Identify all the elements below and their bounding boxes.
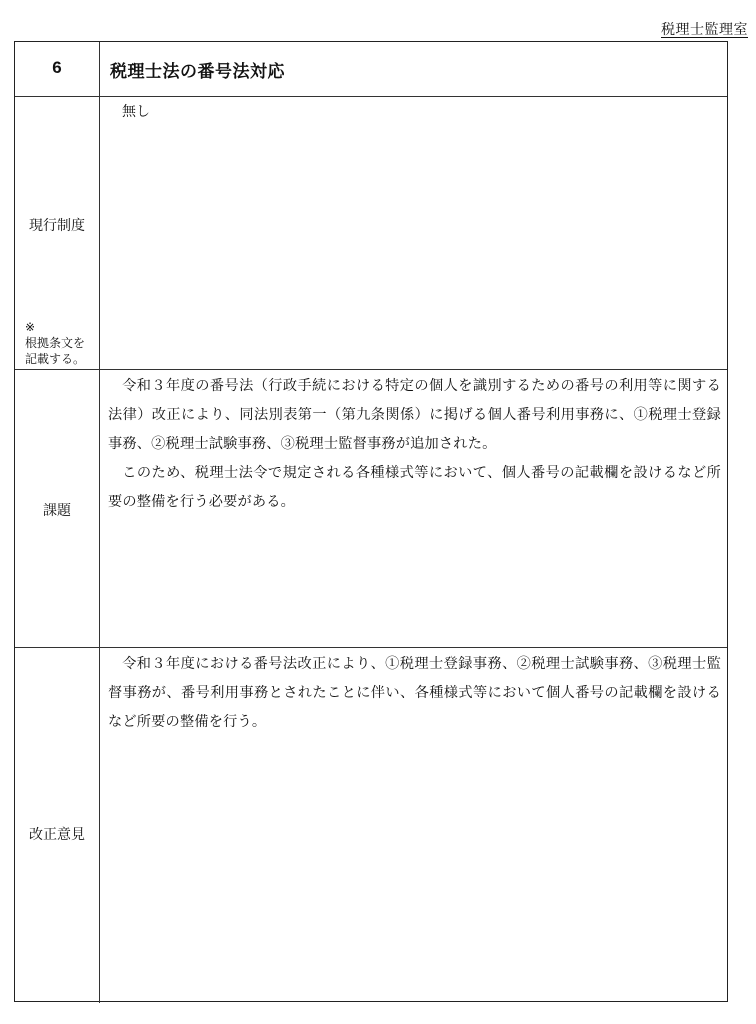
current-system-label: 現行制度 <box>29 218 85 234</box>
item-title: 税理士法の番号法対応 <box>110 62 285 82</box>
issue-label: 課題 <box>43 503 71 519</box>
issue-label-cell <box>15 370 100 647</box>
opinion-paragraph-1: 令和３年度における番号法改正により、①税理士登録事務、②税理士試験事務、③税理士監督事務が、番号利用事務とされたことに伴い、各種様式等において個人番号の記載欄を設けるなど所要の整備を行う。 <box>108 656 721 730</box>
reform-request-form <box>14 41 728 1002</box>
opinion-label: 改正意見 <box>29 827 85 843</box>
item-title-cell <box>100 42 727 96</box>
issue-paragraph-2: このため、税理士法令で規定される各種様式等において、個人番号の記載欄を設けるなど所要の整備を行う必要がある。 <box>108 465 721 510</box>
current-system-content <box>100 97 727 369</box>
department-label: 税理士監理室 <box>661 22 748 38</box>
note-line-2: 記載する。 <box>25 352 86 366</box>
note-line-1: 根拠条文を <box>25 336 86 350</box>
opinion-label-cell <box>15 648 100 1003</box>
opinion-row <box>15 648 727 1003</box>
current-system-row <box>15 97 727 370</box>
current-system-label-cell <box>15 97 100 369</box>
current-system-text: 無し <box>122 104 150 120</box>
issue-text <box>108 372 721 517</box>
opinion-content <box>100 648 727 1003</box>
current-system-note <box>25 319 85 367</box>
opinion-text <box>108 650 721 737</box>
item-number-cell <box>15 42 100 96</box>
form-header-row <box>15 42 727 97</box>
item-number: 6 <box>52 58 62 77</box>
issue-row <box>15 370 727 648</box>
issue-content <box>100 370 727 647</box>
note-mark: ※ <box>25 320 36 334</box>
issue-paragraph-1: 令和３年度の番号法（行政手続における特定の個人を識別するための番号の利用等に関する法律）改正により、同法別表第一（第九条関係）に掲げる個人番号利用事務に、①税理士登録事務、②税理士試験事務、③税理士監督事務が追加された。 <box>108 378 721 452</box>
